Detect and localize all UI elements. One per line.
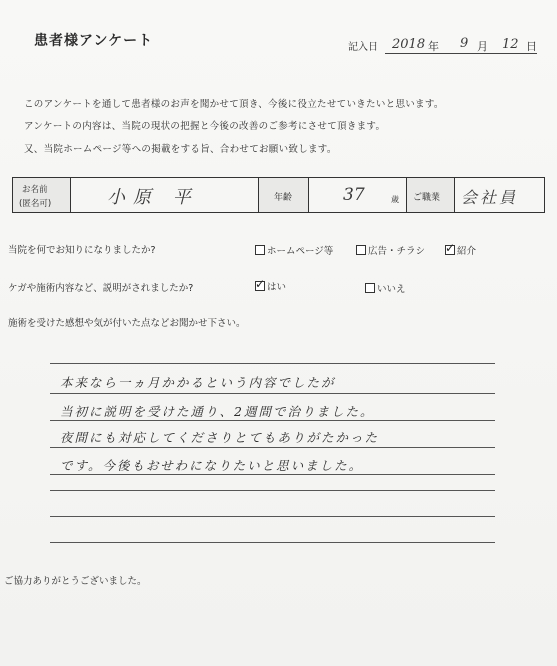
answer-line [50, 363, 495, 364]
name-value: 小原 平 [107, 187, 199, 208]
checkbox-yes[interactable] [255, 281, 265, 291]
answer-line [50, 447, 495, 448]
answer-line [50, 490, 495, 491]
age-value: 37 [343, 185, 365, 205]
answer-line [50, 542, 495, 543]
comment-line-2: 当初に説明を受けた通り、2週間で治りました。 [60, 404, 375, 419]
question-feedback: 施術を受けた感想や気が付いた点などお聞かせ下さい。 [8, 318, 246, 329]
comment-line-1: 本来なら一ヵ月かかるという内容でしたが [60, 375, 336, 390]
option-homepage-label: ホームページ等 [267, 246, 334, 257]
date-year: 2018 [392, 37, 426, 52]
answer-line [50, 393, 495, 394]
date-day: 12 [502, 37, 519, 52]
thanks-message: ご協力ありがとうございました。 [4, 576, 147, 587]
checkbox-no[interactable] [365, 283, 375, 293]
age-field[interactable] [309, 178, 407, 212]
age-label-cell [259, 178, 309, 212]
option-no-label: いいえ [377, 284, 406, 295]
date-underline [385, 53, 537, 54]
intro-line-2: アンケートの内容は、当院の現状の把握と今後の改善のご参考にさせて頂きます。 [24, 121, 386, 132]
option-ad-flyer[interactable] [356, 243, 425, 257]
age-label: 年齢 [274, 193, 293, 203]
answer-line [50, 420, 495, 421]
checkbox-homepage[interactable] [255, 245, 265, 255]
option-homepage[interactable] [255, 243, 333, 257]
date-year-unit: 年 [428, 40, 439, 53]
date-month: 9 [460, 36, 469, 51]
page-title: 患者様アンケート [34, 33, 154, 49]
job-label-cell [407, 178, 455, 212]
option-yes-label: はい [267, 282, 287, 293]
option-ad-flyer-label: 広告・チラシ [368, 246, 426, 257]
option-referral[interactable] [445, 243, 476, 257]
question-explained: ケガや施術内容など、説明がされましたか? [8, 283, 194, 294]
intro-line-1: このアンケートを通して患者様のお声を聞かせて頂き、今後に役立たせていきたいと思います。 [24, 99, 444, 110]
anonymous-ok-label: (匿名可) [19, 199, 52, 209]
job-label: ご職業 [413, 193, 441, 203]
job-value: 会社員 [461, 188, 519, 207]
name-label: お名前 [22, 185, 48, 195]
date-month-unit: 月 [477, 40, 488, 53]
job-field[interactable] [455, 178, 544, 212]
date-label: 記入日 [348, 42, 378, 53]
name-field[interactable] [71, 178, 259, 212]
question-how-found: 当院を何でお知りになりましたか? [8, 245, 156, 256]
comment-line-4: です。今後もおせわになりたいと思いました。 [60, 458, 364, 473]
name-label-cell [13, 178, 71, 212]
answer-line [50, 474, 495, 475]
patient-info-table [12, 177, 545, 213]
intro-line-3: 又、当院ホームページ等への掲載をする旨、合わせてお願い致します。 [24, 144, 337, 155]
checkbox-referral[interactable] [445, 245, 455, 255]
option-yes[interactable] [255, 279, 286, 293]
option-referral-label: 紹介 [457, 246, 477, 257]
checkbox-ad-flyer[interactable] [356, 245, 366, 255]
option-no[interactable] [365, 281, 406, 295]
answer-line [50, 516, 495, 517]
date-day-unit: 日 [526, 40, 537, 53]
age-unit: 歳 [391, 195, 399, 204]
comment-line-3: 夜間にも対応してくださりとてもありがたかった [60, 430, 380, 445]
